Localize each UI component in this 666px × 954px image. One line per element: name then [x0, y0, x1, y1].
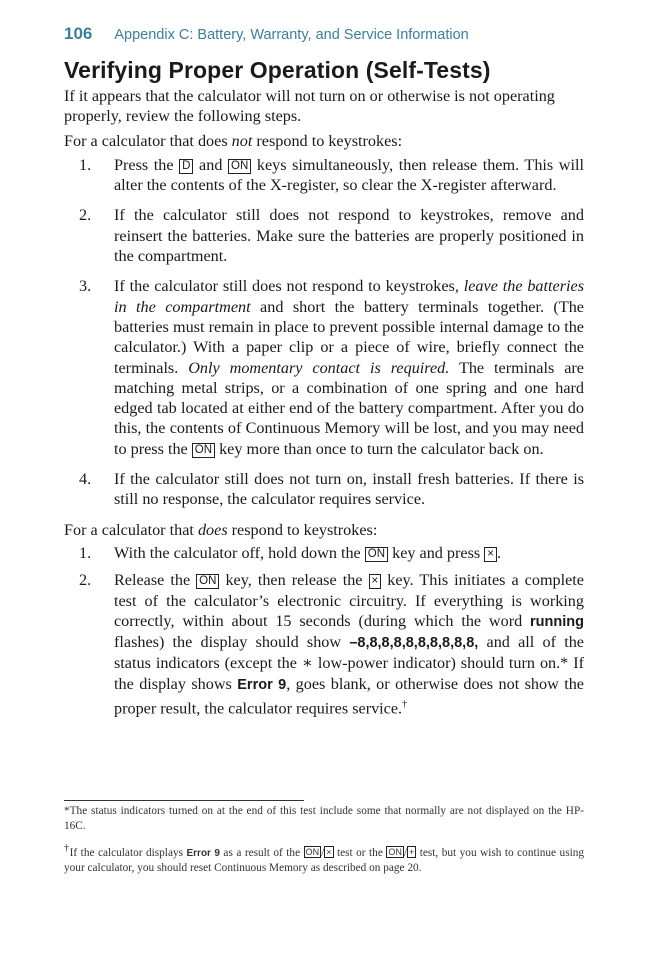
step-item: [64, 543, 584, 563]
page-header: [64, 24, 624, 50]
footnote-rule: [64, 800, 304, 801]
low-power-star-icon: ∗: [301, 654, 313, 673]
text-run: With the calculator off, hold down the: [114, 543, 365, 562]
lead-text: respond to keystrokes:: [227, 520, 378, 539]
key-plus-icon: +: [408, 846, 415, 857]
body-content: [64, 86, 584, 726]
text-run: keys simultaneously, then release them. This will alter the contents of the X-register, so clear the X-register afterward.: [114, 155, 584, 195]
does-respond-lead: [64, 520, 584, 540]
lead-text: For a calculator that does: [64, 131, 232, 150]
section-title: Verifying Proper Operation (Self-Tests): [64, 57, 491, 83]
step-number: 1.: [79, 543, 92, 562]
step-item: [64, 155, 584, 196]
lead-text: respond to keystrokes:: [252, 131, 403, 150]
step-text: If the calculator still does not turn on, install fresh batteries. If there is still no response, the calculator requires service.: [114, 470, 584, 509]
text-run: If the calculator displays: [69, 846, 187, 859]
text-run: and all of the status indicators (except the: [114, 633, 584, 673]
step-text: [114, 155, 584, 196]
key-times-icon: ×: [326, 846, 332, 857]
step-item: [64, 469, 584, 510]
lead-emphasis: does: [197, 520, 228, 539]
key-on-icon: ON: [365, 547, 388, 562]
no-respond-lead: [64, 131, 584, 151]
error-9-readout: Error 9: [237, 676, 287, 693]
key-on-icon: ON: [305, 846, 320, 857]
step-text: [114, 276, 584, 459]
running-title: Appendix C: Battery, Warranty, and Service Information: [114, 27, 469, 43]
error-9-readout: Error 9: [186, 847, 220, 859]
display-readout: –8,8,8,8,8,8,8,8,8,8,: [349, 635, 479, 652]
text-run: key. This initiates a complete test of the calculator’s electronic circuitry. If everything is working correctly, within about 15 seconds (during which the word: [114, 571, 584, 630]
dagger-mark: †: [402, 699, 408, 711]
intro-paragraph: If it appears that the calculator will not turn on or otherwise is not operating properly, review the following steps.: [64, 87, 555, 126]
footnotes: [64, 800, 584, 883]
step-item: [64, 205, 584, 266]
text-run: Release the: [114, 571, 197, 590]
text-run: test, but you wish to continue using your calculator, you should reset Continuous Memory as described on page 20.: [64, 846, 585, 874]
step-number: 1.: [79, 155, 92, 174]
key-on-icon: ON: [196, 574, 219, 589]
key-on-icon: ON: [192, 443, 215, 458]
key-on-icon: ON: [388, 846, 402, 857]
step-number: 2.: [79, 571, 92, 590]
text-run: as a result of the: [219, 846, 304, 859]
text-run: key and press: [388, 543, 485, 562]
text-run: and short the battery terminals together. (The batteries must remain in place to prevent possible internal damage to the calculator.) With a paper clip or a piece of wire, briefly connect the terminals.: [114, 297, 584, 377]
step-number: 3.: [79, 277, 92, 296]
text-run: test or the: [333, 846, 387, 859]
page-number: 106: [64, 24, 93, 43]
no-respond-steps: [64, 155, 584, 510]
dagger-mark: †: [64, 843, 70, 854]
key-d-icon: D: [179, 159, 193, 174]
slash: /: [403, 846, 407, 859]
key-times-icon: ×: [484, 547, 497, 562]
does-respond-steps: [64, 543, 584, 719]
text-run: key more than once to turn the calculator back on.: [215, 439, 544, 458]
text-run: , goes blank, or otherwise does not show the proper result, the calculator requires service.: [114, 674, 584, 718]
footnote-1: *The status indicators turned on at the end of this test include some that normally are not displayed on the HP-16C.: [64, 805, 584, 832]
text-run: low-power indicator) should turn on.* If the display shows: [114, 654, 584, 693]
text-run: .: [496, 543, 502, 562]
step-number: 4.: [79, 470, 92, 489]
key-on-icon: ON: [228, 159, 251, 174]
emphasis-text: Only momentary contact is required.: [188, 358, 450, 377]
running-word: running: [530, 613, 584, 630]
step-item: [64, 570, 584, 718]
lead-emphasis: not: [231, 131, 253, 150]
step-item: [64, 276, 584, 459]
step-text: [114, 570, 584, 718]
key-times-icon: ×: [369, 574, 382, 589]
step-text: [114, 543, 584, 563]
footnote-2: [64, 841, 584, 876]
emphasis-text: leave the batteries in the compartment: [114, 277, 584, 316]
lead-text: For a calculator that: [64, 520, 198, 539]
slash: /: [321, 846, 325, 859]
text-run: flashes) the display should show: [114, 633, 350, 652]
text-run: Press the: [114, 155, 180, 174]
step-number: 2.: [79, 206, 92, 225]
text-run: and: [193, 155, 229, 174]
step-text: If the calculator still does not respond to keystrokes, remove and reinsert the batteries. Make sure the batteries are properly positioned in the compartment.: [114, 206, 584, 266]
text-run: The terminals are matching metal strips, or a combination of one spring and one hard edged tab located at either end of the battery compartment. After you do this, the contents of Continuous Memory will be lost, and you may need to press the: [114, 358, 584, 458]
text-run: If the calculator still does not respond to keystrokes,: [114, 277, 464, 296]
text-run: key, then release the: [219, 571, 369, 590]
